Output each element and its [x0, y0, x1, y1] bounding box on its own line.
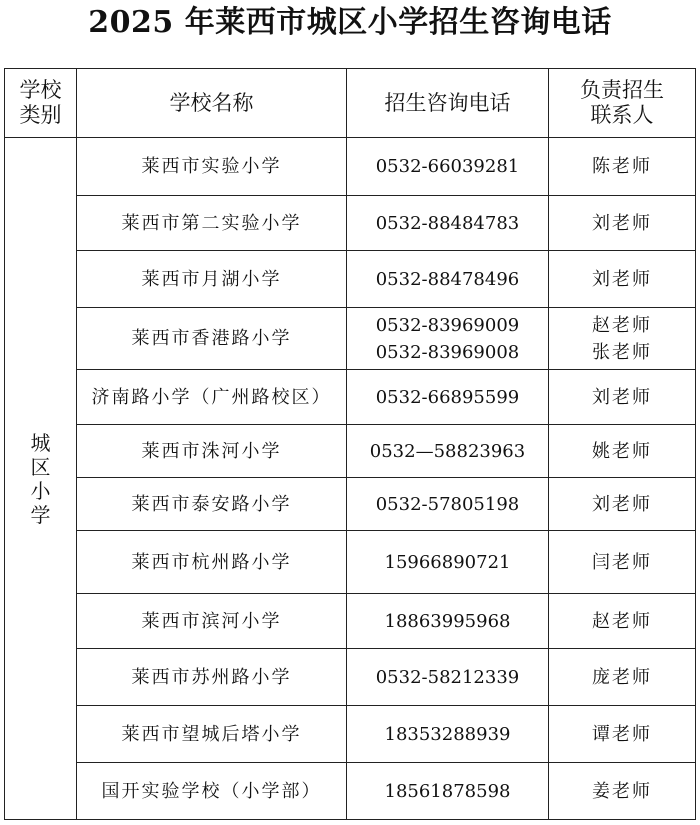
table-row: [5, 251, 696, 308]
phone-number: 0532-58212339: [375, 666, 520, 688]
contact-cell: [549, 706, 696, 763]
table-row: [5, 763, 696, 820]
table-row: [5, 706, 696, 763]
phone-cell: [347, 196, 549, 251]
phone-number: 0532-66895599: [375, 386, 520, 408]
table-row: [5, 196, 696, 251]
phone-cell: [347, 706, 549, 763]
contact-cell: [549, 308, 696, 370]
phone-number: 0532-66039281: [375, 156, 520, 177]
table-row: [5, 425, 696, 478]
contact-cell: [549, 196, 696, 251]
contact-person: 刘老师: [592, 386, 652, 408]
contact-cell: [549, 251, 696, 308]
contact-person: 刘老师: [592, 212, 652, 234]
header-category: 学校类别: [5, 69, 77, 138]
table-row: [5, 308, 696, 370]
school-name-cell: 莱西市香港路小学: [77, 308, 347, 370]
contact-cell: [549, 370, 696, 425]
table-row: [5, 531, 696, 594]
contact-cell: [549, 138, 696, 196]
contact-cell: [549, 425, 696, 478]
school-name-cell: 济南路小学（广州路校区）: [77, 370, 347, 425]
phone-number: 15966890721: [384, 551, 511, 573]
school-name-cell: 莱西市望城后塔小学: [77, 706, 347, 763]
school-name-cell: 莱西市杭州路小学: [77, 531, 347, 594]
contact-cell: [549, 763, 696, 820]
table-row: [5, 370, 696, 425]
phone-cell: [347, 763, 549, 820]
phone-cell: [347, 531, 549, 594]
phone-number: 0532-88478496: [375, 268, 520, 290]
phone-number: 0532—58823963: [369, 440, 526, 462]
phone-number: 18863995968: [384, 610, 511, 632]
phone-cell: [347, 649, 549, 706]
school-name-cell: 莱西市泰安路小学: [77, 478, 347, 531]
school-name-cell: 莱西市苏州路小学: [77, 649, 347, 706]
phone-cell: [347, 478, 549, 531]
phone-cell: [347, 308, 549, 370]
contact-person: 张老师: [592, 341, 652, 363]
enrollment-contact-table: [4, 68, 696, 820]
school-name-cell: 莱西市滨河小学: [77, 594, 347, 649]
phone-number: 0532-83969009: [375, 314, 520, 336]
table-row: [5, 478, 696, 531]
contact-cell: [549, 594, 696, 649]
category-label: 城区小学: [30, 430, 51, 527]
phone-cell: [347, 138, 549, 196]
table-header-row: [5, 69, 696, 138]
contact-cell: [549, 649, 696, 706]
contact-cell: [549, 478, 696, 531]
contact-person: 赵老师: [592, 314, 652, 336]
phone-cell: [347, 425, 549, 478]
category-cell: [5, 138, 77, 820]
phone-number: 0532-57805198: [375, 493, 520, 515]
page-title: 2025 年莱西市城区小学招生咨询电话: [88, 5, 612, 40]
phone-number: 0532-83969008: [375, 341, 520, 363]
contact-person: 闫老师: [592, 551, 652, 573]
table-row: [5, 138, 696, 196]
contact-person: 刘老师: [592, 493, 652, 515]
contact-person: 陈老师: [592, 156, 652, 177]
contact-person: 庞老师: [592, 666, 652, 688]
contact-cell: [549, 531, 696, 594]
contact-person: 谭老师: [592, 723, 652, 745]
phone-number: 0532-88484783: [375, 212, 520, 234]
school-name-cell: 国开实验学校（小学部）: [77, 763, 347, 820]
header-school-name: 学校名称: [77, 69, 347, 138]
header-contact: 负责招生联系人: [549, 69, 696, 138]
table-row: [5, 594, 696, 649]
contact-person: 姚老师: [592, 440, 652, 462]
contact-person: 刘老师: [592, 268, 652, 290]
school-name-cell: 莱西市月湖小学: [77, 251, 347, 308]
contact-person: 赵老师: [592, 610, 652, 632]
contact-person: 姜老师: [592, 780, 652, 802]
school-name-cell: 莱西市实验小学: [77, 138, 347, 196]
table-row: [5, 649, 696, 706]
school-name-cell: 莱西市洙河小学: [77, 425, 347, 478]
phone-cell: [347, 370, 549, 425]
phone-number: 18353288939: [384, 723, 511, 745]
phone-cell: [347, 594, 549, 649]
header-phone: 招生咨询电话: [347, 69, 549, 138]
school-name-cell: 莱西市第二实验小学: [77, 196, 347, 251]
phone-cell: [347, 251, 549, 308]
phone-number: 18561878598: [384, 780, 511, 802]
